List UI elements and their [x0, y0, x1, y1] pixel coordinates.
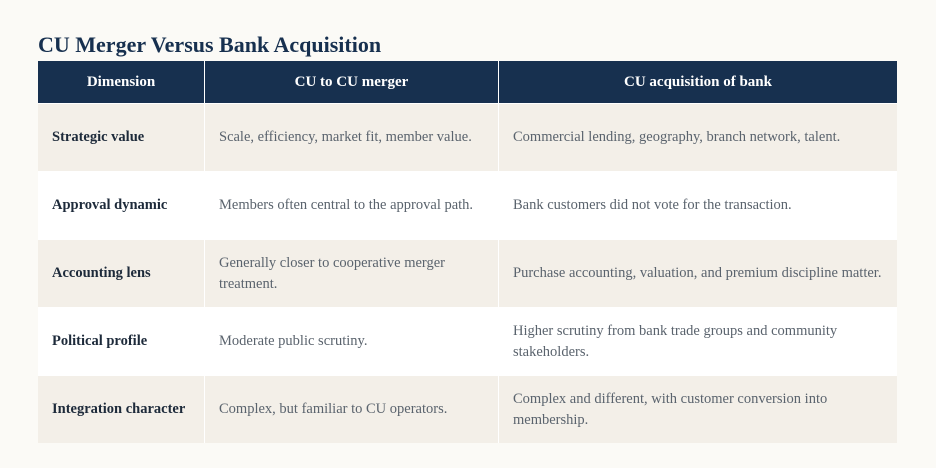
table-row: [38, 239, 897, 307]
row-bank-acquisition: Higher scrutiny from bank trade groups and community stakeholders.: [499, 307, 897, 375]
row-bank-acquisition: Commercial lending, geography, branch network, talent.: [499, 103, 897, 171]
header-cu-merger: CU to CU merger: [205, 61, 499, 103]
table-row: [38, 307, 897, 375]
row-cu-merger: Scale, efficiency, market fit, member value.: [205, 103, 499, 171]
table-row: [38, 171, 897, 239]
row-bank-acquisition: Bank customers did not vote for the transaction.: [499, 171, 897, 239]
table-header: [38, 61, 897, 103]
row-cu-merger: Complex, but familiar to CU operators.: [205, 375, 499, 443]
row-dimension: Approval dynamic: [38, 171, 205, 239]
row-dimension: Strategic value: [38, 103, 205, 171]
table-row: [38, 103, 897, 171]
table-row: [38, 375, 897, 443]
row-dimension: Integration character: [38, 375, 205, 443]
row-cu-merger: Generally closer to cooperative merger treatment.: [205, 239, 499, 307]
row-dimension: Political profile: [38, 307, 205, 375]
header-dimension: Dimension: [38, 61, 205, 103]
row-cu-merger: Moderate public scrutiny.: [205, 307, 499, 375]
row-cu-merger: Members often central to the approval path.: [205, 171, 499, 239]
header-row: [38, 61, 897, 103]
table-body: [38, 103, 897, 443]
row-dimension: Accounting lens: [38, 239, 205, 307]
row-bank-acquisition: Complex and different, with customer conversion into membership.: [499, 375, 897, 443]
comparison-table: [38, 61, 897, 443]
row-bank-acquisition: Purchase accounting, valuation, and premium discipline matter.: [499, 239, 897, 307]
page-title: CU Merger Versus Bank Acquisition: [38, 32, 382, 57]
header-bank-acquisition: CU acquisition of bank: [499, 61, 897, 103]
